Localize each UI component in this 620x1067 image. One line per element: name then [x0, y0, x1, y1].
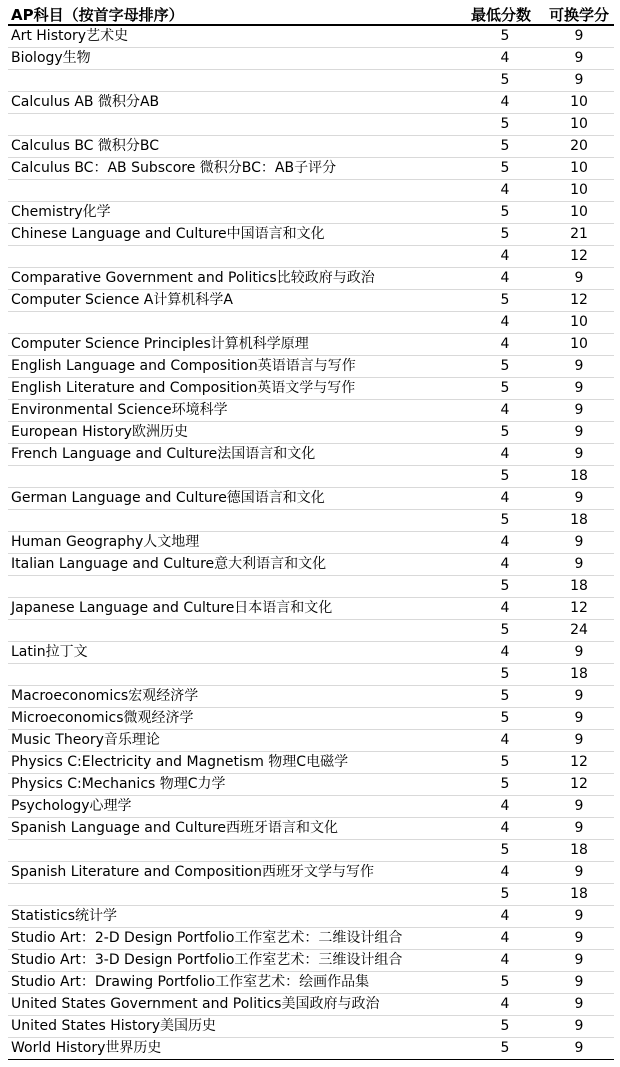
table-row [8, 840, 614, 862]
table-row [8, 136, 614, 158]
min-score-cell: 5 [500, 974, 510, 990]
table-row [8, 752, 614, 774]
credits-cell: 9 [574, 534, 584, 550]
min-score-cell: 5 [500, 842, 510, 858]
subject-cell: Music Theory音乐理论 [11, 732, 160, 748]
credits-cell: 9 [574, 28, 584, 44]
min-score-cell: 4 [500, 600, 510, 616]
credits-cell: 9 [574, 974, 584, 990]
min-score-cell: 5 [500, 292, 510, 308]
credits-cell: 9 [574, 732, 584, 748]
min-score-cell: 5 [500, 666, 510, 682]
subject-cell: Computer Science Principles计算机科学原理 [11, 336, 309, 352]
min-score-cell: 4 [500, 952, 510, 968]
table-row [8, 906, 614, 928]
min-score-cell: 4 [500, 930, 510, 946]
subject-cell: World History世界历史 [11, 1040, 162, 1056]
subject-cell [8, 664, 458, 686]
credits-cell: 9 [574, 996, 584, 1012]
table-row [8, 246, 614, 268]
table-row [8, 92, 614, 114]
credits-cell: 10 [570, 94, 588, 110]
table-row [8, 378, 614, 400]
min-score-cell: 4 [500, 314, 510, 330]
credits-cell: 9 [574, 1040, 584, 1056]
subject-cell: Art History艺术史 [11, 28, 129, 44]
min-score-cell: 5 [500, 776, 510, 792]
min-score-cell: 5 [500, 688, 510, 704]
subject-cell: Comparative Government and Politics比较政府与政治 [11, 270, 375, 286]
credits-cell: 12 [570, 292, 588, 308]
min-score-cell: 5 [500, 578, 510, 594]
credits-cell: 18 [570, 666, 588, 682]
credits-cell: 10 [570, 336, 588, 352]
table-row [8, 576, 614, 598]
credits-cell: 18 [570, 842, 588, 858]
min-score-cell: 5 [500, 204, 510, 220]
min-score-cell: 4 [500, 446, 510, 462]
subject-cell: United States Government and Politics美国政府与政治 [11, 996, 380, 1012]
min-score-cell: 5 [500, 754, 510, 770]
subject-cell: Psychology心理学 [11, 798, 132, 814]
subject-cell: Studio Art：2-D Design Portfolio工作室艺术：二维设计组合 [11, 930, 403, 946]
credits-cell: 9 [574, 446, 584, 462]
credits-cell: 18 [570, 468, 588, 484]
credits-cell: 9 [574, 50, 584, 66]
table-row [8, 642, 614, 664]
credits-cell: 9 [574, 402, 584, 418]
credits-cell: 9 [574, 424, 584, 440]
credits-cell: 9 [574, 490, 584, 506]
min-score-cell: 4 [500, 864, 510, 880]
credits-cell: 18 [570, 578, 588, 594]
min-score-cell: 5 [500, 424, 510, 440]
subject-cell [8, 312, 458, 334]
subject-cell [8, 70, 458, 92]
table-row [8, 554, 614, 576]
credits-cell: 9 [574, 820, 584, 836]
subject-cell [8, 114, 458, 136]
min-score-cell: 4 [500, 402, 510, 418]
subject-cell: English Language and Composition英语语言与写作 [11, 358, 356, 374]
min-score-cell: 5 [500, 358, 510, 374]
table-row [8, 884, 614, 906]
min-score-cell: 5 [500, 116, 510, 132]
table-row [8, 950, 614, 972]
credits-cell: 10 [570, 182, 588, 198]
table-row [8, 1016, 614, 1038]
min-score-cell: 5 [500, 886, 510, 902]
subject-cell: Physics C:Electricity and Magnetism 物理C电磁学 [11, 754, 349, 770]
min-score-cell: 5 [500, 28, 510, 44]
table-row [8, 466, 614, 488]
credits-cell: 12 [570, 754, 588, 770]
subject-cell: Chinese Language and Culture中国语言和文化 [11, 226, 325, 242]
table-row [8, 114, 614, 136]
table-row [8, 686, 614, 708]
table-row [8, 862, 614, 884]
credits-cell: 9 [574, 72, 584, 88]
table-row [8, 356, 614, 378]
table-row [8, 25, 614, 48]
credits-cell: 9 [574, 688, 584, 704]
min-score-cell: 5 [500, 512, 510, 528]
credits-cell: 10 [570, 160, 588, 176]
subject-cell: Chemistry化学 [11, 204, 111, 220]
credits-cell: 9 [574, 864, 584, 880]
credits-cell: 10 [570, 314, 588, 330]
min-score-cell: 5 [500, 1040, 510, 1056]
table-row [8, 532, 614, 554]
min-score-cell: 4 [500, 556, 510, 572]
min-score-cell: 5 [500, 622, 510, 638]
table-row [8, 488, 614, 510]
min-score-cell: 5 [500, 468, 510, 484]
subject-cell: Italian Language and Culture意大利语言和文化 [11, 556, 327, 572]
table-row [8, 400, 614, 422]
credits-cell: 10 [570, 116, 588, 132]
table-row [8, 620, 614, 642]
table-row [8, 994, 614, 1016]
table-row [8, 796, 614, 818]
credits-cell: 12 [570, 776, 588, 792]
min-score-cell: 4 [500, 534, 510, 550]
table-row [8, 774, 614, 796]
subject-cell: Environmental Science环境科学 [11, 402, 228, 418]
credits-cell: 9 [574, 380, 584, 396]
table-row [8, 730, 614, 752]
subject-cell: Calculus BC 微积分BC [11, 138, 160, 154]
min-score-cell: 5 [500, 1018, 510, 1034]
subject-cell: Macroeconomics宏观经济学 [11, 688, 199, 704]
credits-cell: 9 [574, 358, 584, 374]
credits-cell: 9 [574, 710, 584, 726]
table-row [8, 70, 614, 92]
ap-credit-table [8, 6, 614, 1060]
subject-cell [8, 884, 458, 906]
table-row [8, 598, 614, 620]
subject-cell [8, 576, 458, 598]
min-score-cell: 4 [500, 182, 510, 198]
subject-cell: Physics C:Mechanics 物理C力学 [11, 776, 226, 792]
credits-cell: 9 [574, 908, 584, 924]
min-score-cell: 4 [500, 50, 510, 66]
subject-cell [8, 620, 458, 642]
min-score-cell: 5 [500, 710, 510, 726]
subject-cell: Biology生物 [11, 50, 91, 66]
table-row [8, 972, 614, 994]
subject-cell: English Literature and Composition英语文学与写作 [11, 380, 356, 396]
credits-cell: 24 [570, 622, 588, 638]
min-score-cell: 4 [500, 732, 510, 748]
credits-cell: 9 [574, 644, 584, 660]
header-subject: AP科目（按首字母排序） [8, 6, 458, 25]
min-score-cell: 4 [500, 248, 510, 264]
table-row [8, 422, 614, 444]
credits-cell: 10 [570, 204, 588, 220]
table-row [8, 708, 614, 730]
header-min-score: 最低分数 [458, 6, 544, 25]
table-row [8, 158, 614, 180]
table-row [8, 334, 614, 356]
subject-cell: Spanish Literature and Composition西班牙文学与写作 [11, 864, 374, 880]
credits-cell: 18 [570, 886, 588, 902]
table-body [8, 25, 614, 1060]
table-row [8, 180, 614, 202]
subject-cell [8, 180, 458, 202]
subject-cell [8, 840, 458, 862]
subject-cell: Japanese Language and Culture日本语言和文化 [11, 600, 333, 616]
subject-cell: Studio Art：3-D Design Portfolio工作室艺术：三维设计组合 [11, 952, 403, 968]
table-row [8, 290, 614, 312]
subject-cell [8, 466, 458, 488]
subject-cell [8, 246, 458, 268]
min-score-cell: 5 [500, 138, 510, 154]
table-row [8, 268, 614, 290]
min-score-cell: 4 [500, 336, 510, 352]
credits-cell: 12 [570, 600, 588, 616]
credits-cell: 18 [570, 512, 588, 528]
min-score-cell: 4 [500, 94, 510, 110]
min-score-cell: 5 [500, 72, 510, 88]
table-row [8, 664, 614, 686]
min-score-cell: 5 [500, 226, 510, 242]
subject-cell [8, 510, 458, 532]
subject-cell: Calculus BC：AB Subscore 微积分BC：AB子评分 [11, 160, 337, 176]
min-score-cell: 4 [500, 996, 510, 1012]
table-row [8, 444, 614, 466]
min-score-cell: 4 [500, 270, 510, 286]
min-score-cell: 4 [500, 644, 510, 660]
table-row [8, 1038, 614, 1060]
subject-cell: European History欧洲历史 [11, 424, 188, 440]
credits-cell: 20 [570, 138, 588, 154]
credits-cell: 9 [574, 798, 584, 814]
table-header [8, 6, 614, 25]
credits-cell: 9 [574, 952, 584, 968]
min-score-cell: 5 [500, 160, 510, 176]
subject-cell: Microeconomics微观经济学 [11, 710, 194, 726]
subject-cell: French Language and Culture法国语言和文化 [11, 446, 316, 462]
credits-cell: 9 [574, 270, 584, 286]
subject-cell: Latin拉丁文 [11, 644, 88, 660]
table-row [8, 928, 614, 950]
table-row [8, 818, 614, 840]
credits-cell: 21 [570, 226, 588, 242]
min-score-cell: 4 [500, 820, 510, 836]
subject-cell: Studio Art：Drawing Portfolio工作室艺术：绘画作品集 [11, 974, 370, 990]
table-row [8, 202, 614, 224]
table-row [8, 48, 614, 70]
min-score-cell: 4 [500, 908, 510, 924]
header-credits: 可换学分 [544, 6, 614, 25]
subject-cell: Calculus AB 微积分AB [11, 94, 160, 110]
credits-cell: 12 [570, 248, 588, 264]
min-score-cell: 5 [500, 380, 510, 396]
subject-cell: United States History美国历史 [11, 1018, 217, 1034]
min-score-cell: 4 [500, 490, 510, 506]
subject-cell: Spanish Language and Culture西班牙语言和文化 [11, 820, 339, 836]
table-row [8, 510, 614, 532]
table-row [8, 312, 614, 334]
credits-cell: 9 [574, 556, 584, 572]
credits-cell: 9 [574, 930, 584, 946]
table-row [8, 224, 614, 246]
subject-cell: Statistics统计学 [11, 908, 117, 924]
subject-cell: Human Geography人文地理 [11, 534, 200, 550]
credits-cell: 9 [574, 1018, 584, 1034]
min-score-cell: 4 [500, 798, 510, 814]
subject-cell: German Language and Culture德国语言和文化 [11, 490, 325, 506]
subject-cell: Computer Science A计算机科学A [11, 292, 233, 308]
